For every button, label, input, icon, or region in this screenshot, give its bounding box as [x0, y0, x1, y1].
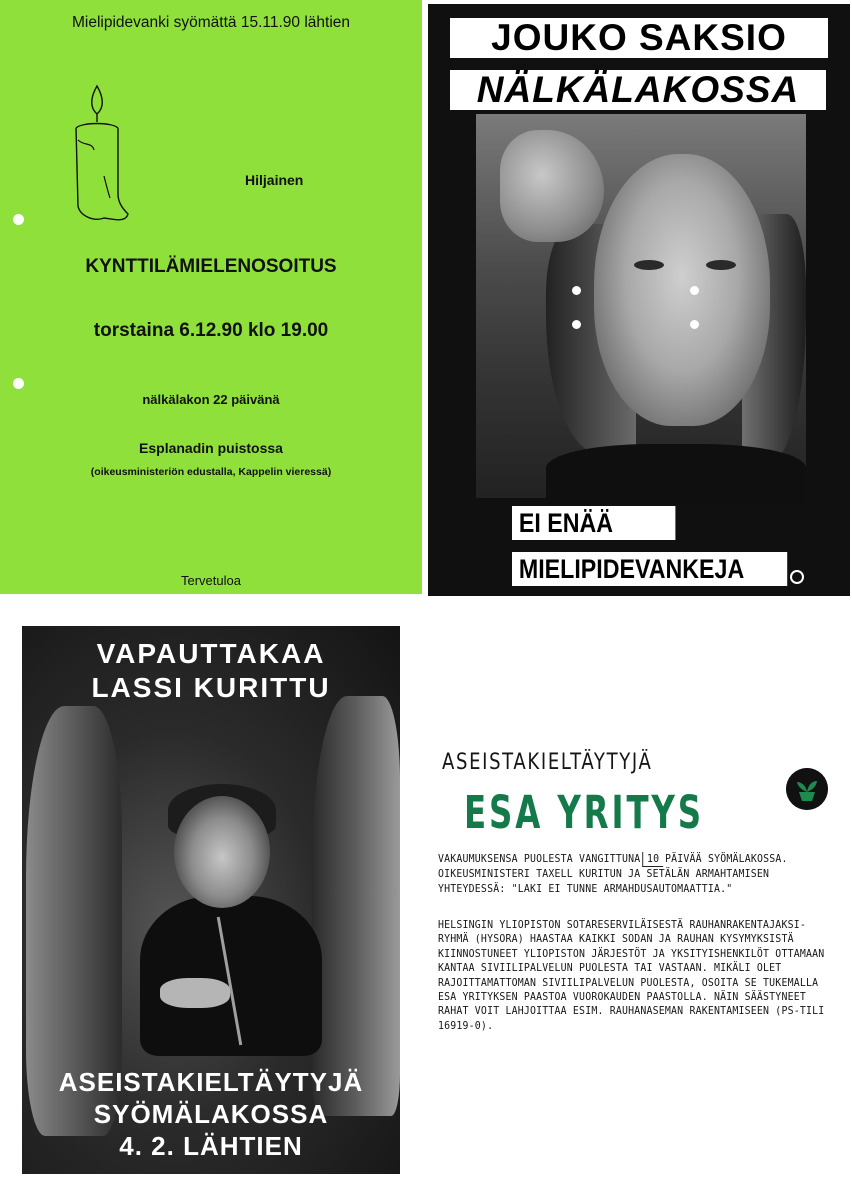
para1-after: PÄIVÄÄ SYÖMÄLAKOSSA. OIKEUSMINISTERI TAXELL KURITUN JA SETÄLÄN ARMAHTAMISEN YHTEYDESSÄ: "LAKI EI TUNNE ARMAHDUSAUTOMAATTIA." [438, 853, 788, 895]
place: Esplanadin puistossa [139, 440, 283, 456]
photo-hand [160, 978, 230, 1008]
poster-footer-line2: SYÖMÄLAKOSSA [93, 1099, 329, 1129]
photo-face [174, 796, 270, 908]
place-detail: (oikeusministeriön edustalla, Kappelin vieressä) [90, 466, 332, 478]
saksio-poster [428, 4, 850, 596]
punch-hole [690, 320, 699, 329]
person-name: ESA YRITYS [464, 786, 704, 839]
closing-text: Tervetuloa [181, 573, 241, 588]
date-time: torstaina 6.12.90 klo 19.00 [93, 320, 329, 341]
photo-hand [500, 130, 604, 242]
candle-demo-flyer [0, 0, 422, 594]
punch-hole [13, 214, 24, 225]
yritys-flyer [424, 600, 852, 1200]
punch-ring [790, 570, 804, 584]
portrait-photo [476, 114, 806, 498]
punch-hole [572, 320, 581, 329]
poster-footer-line3: 4. 2. LÄHTIEN [119, 1131, 303, 1161]
photo-figure [312, 696, 400, 1116]
flyer-paragraph-2: HELSINGIN YLIOPISTON SOTARESERVILÄISESTÄ RAUHANRAKENTAJAKSI-RYHMÄ (HYSORA) HAASTAA KAIKKI SODAN JA RAUHAN KYSYMYKSISTÄ KIINNOSTUNEET YLIOPISTON JÄRJESTÖT JA YKSITYISHENKILÖT OTTAMAAN KANTAA SIVIILIPALVELUN PUOLESTA TAI VASTAAN. MIKÄLI OLET RAJOITTAMATTOMAN SIVIILIPALVELUN PUOLESTA, OSOITA SE TUKEMALLA ESA YRITYKSEN PAASTOA VUOROKAUDEN PAASTOLLA. NÄIN SÄÄSTYNEET RAHAT VOIT LAHJOITTAA ESIM. RAUHANASEMAN RAKENTAMISEEN (PS-TILI 16919-0). [438, 919, 825, 1032]
flyer-paragraph-1 [438, 852, 833, 896]
poster-headline-line2: NÄLKÄLAKOSSA [450, 70, 826, 110]
punch-hole [690, 286, 699, 295]
photo-collar [546, 444, 806, 504]
candle-icon [64, 84, 134, 230]
flyer-kicker: ASEISTAKIELTÄYTYJÄ [442, 750, 653, 775]
slogan-line2: MIELIPIDEVANKEJA [512, 552, 787, 586]
punch-hole [13, 378, 24, 389]
slogan-line1: EI ENÄÄ [512, 506, 675, 540]
flyer-header: Mielipidevanki syömättä 15.11.90 lähtien [71, 14, 351, 31]
photo-eye [634, 260, 664, 270]
days-count: 10 [642, 852, 663, 867]
poster-footer-line1: ASEISTAKIELTÄYTYJÄ [58, 1067, 364, 1097]
poster-headline-line1: VAPAUTTAKAA [96, 638, 326, 669]
poster-headline-line1: JOUKO SAKSIO [450, 18, 828, 58]
poster-headline-line2: LASSI KURITTU [91, 672, 331, 703]
plant-logo-icon [786, 768, 828, 810]
photo-jacket [140, 896, 322, 1056]
photo-eye [706, 260, 736, 270]
kurittu-poster [22, 626, 400, 1174]
subtitle: Hiljainen [245, 172, 304, 188]
day-note: nälkälakon 22 päivänä [142, 392, 280, 407]
photo-face [594, 154, 770, 426]
demo-title: KYNTTILÄMIELENOSOITUS [85, 256, 337, 277]
punch-hole [572, 286, 581, 295]
para1-before: VAKAUMUKSENSA PUOLESTA VANGITTUNA [438, 853, 641, 865]
